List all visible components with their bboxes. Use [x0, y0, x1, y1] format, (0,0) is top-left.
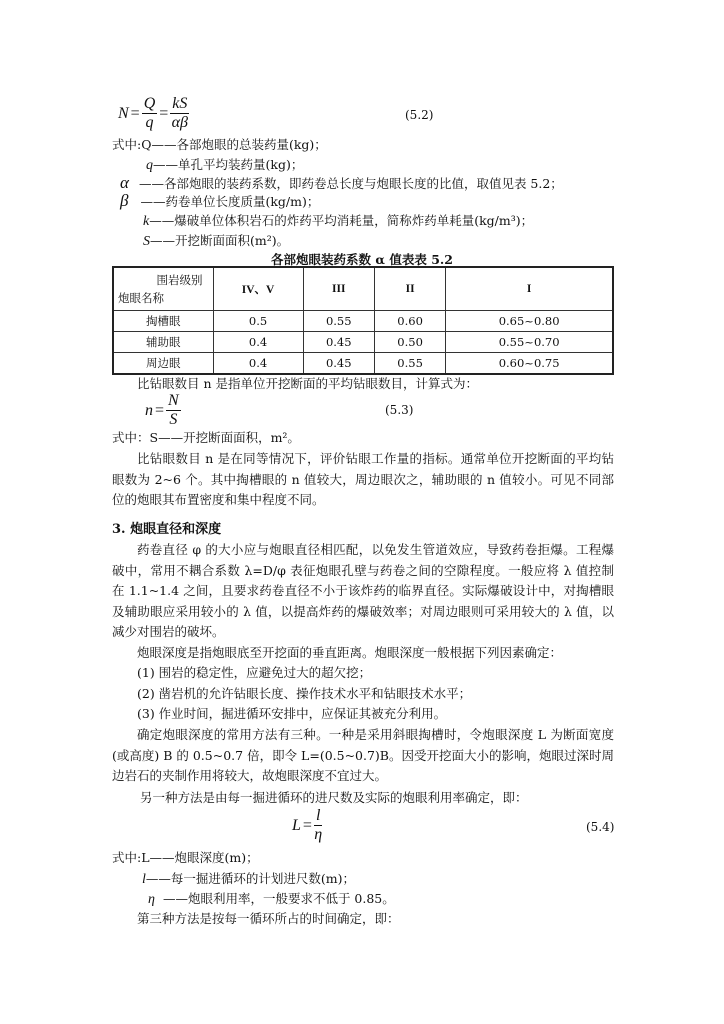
table-cell: 0.45	[303, 332, 374, 353]
definition-line	[112, 849, 259, 867]
definition-line	[143, 212, 533, 231]
definition-line	[112, 136, 327, 154]
definition-line	[143, 232, 289, 251]
paragraph-line: 比钻眼数目 n 是指单位开挖断面的平均钻眼数目，计算式为：	[137, 376, 478, 391]
definition-line	[120, 192, 319, 211]
table-row	[113, 311, 613, 332]
table-cell: 0.50	[374, 332, 445, 353]
paragraph: 比钻眼数目 n 是在同等情况下，评价钻眼工作量的指标。通常单位开挖断面的平均钻眼数为 2~6 个。其中掏槽眼的 n 值较大，周边眼次之，辅助眼的 n 值较小。可见不同部位的炮眼其布置密度和集中程度不同。	[112, 451, 614, 507]
equation-5-4	[292, 807, 322, 844]
table-cell: 0.45	[303, 353, 374, 375]
table-cell: 0.60~0.75	[446, 353, 613, 375]
definition: ——炮眼深度(m)；	[149, 850, 259, 865]
column-header: III	[303, 267, 374, 311]
definition: ——单孔平均装药量(kg)；	[153, 157, 304, 172]
row-label: 辅助眼	[113, 332, 213, 353]
definition-line	[142, 870, 355, 889]
denominator: η	[314, 826, 323, 843]
list-item: (3) 作业时间，掘进循环安排中，应保证其被充分利用。	[137, 706, 447, 721]
symbol: q	[146, 158, 153, 173]
list-item: (1) 围岩的稳定性，应避免过大的超欠挖；	[137, 665, 372, 680]
definition: ——开挖断面面积(m²)。	[150, 233, 290, 248]
eq-lhs: L	[292, 816, 301, 834]
symbol: S	[143, 234, 150, 249]
corner-cell	[113, 267, 213, 311]
definition: ——各部炮眼的装药系数，即药卷总长度与炮眼长度的比值，取值见表 5.2；	[138, 176, 563, 191]
paragraph: 炮眼深度是指炮眼底至开挖面的垂直距离。炮眼深度一般根据下列因素确定：	[137, 645, 563, 660]
equation-5-3	[145, 392, 181, 429]
definition-line	[148, 890, 395, 909]
corner-top-label: 围岩级别	[156, 273, 203, 287]
equation-number: (5.4)	[586, 820, 615, 834]
alpha-coefficient-table	[112, 266, 614, 375]
table-row	[113, 353, 613, 375]
eq-sign: =	[302, 816, 312, 834]
symbol: β	[120, 191, 129, 210]
equation-5-2	[118, 95, 189, 132]
table-cell: 0.55~0.70	[446, 332, 613, 353]
column-header: II	[374, 267, 445, 311]
column-header: IV、V	[213, 267, 303, 311]
table-cell: 0.5	[213, 311, 303, 332]
definition: ——每一掘进循环的计划进尺数(m)；	[145, 871, 355, 886]
table-row	[113, 332, 613, 353]
symbol: k	[143, 214, 150, 229]
fraction	[314, 807, 322, 844]
paragraph-line: 第三种方法是按每一循环所占的时间确定，即：	[137, 911, 400, 926]
symbol: 式中:L	[112, 850, 150, 865]
equation-number: (5.2)	[405, 108, 434, 122]
table-cell: 0.65~0.80	[446, 311, 613, 332]
eq-lhs: n	[145, 401, 153, 419]
eq-sign: =	[130, 104, 140, 122]
definition-line: 式中：S——开挖断面面积，m²。	[112, 430, 300, 445]
table-cell: 0.4	[213, 353, 303, 375]
definition: ——爆破单位体积岩石的炸药平均消耗量，简称炸药单耗量(kg/m³)；	[149, 213, 534, 228]
numerator: Q	[143, 95, 156, 112]
denominator: q	[145, 114, 154, 131]
definition: ——药卷单位长度质量(kg/m)；	[140, 194, 320, 209]
equation-number: (5.3)	[385, 403, 414, 417]
eq-sign: =	[159, 104, 169, 122]
table-header-row	[113, 267, 613, 311]
denominator: S	[169, 411, 178, 428]
eq-sign: =	[155, 401, 165, 419]
definition-line	[146, 156, 303, 175]
numerator: N	[168, 392, 179, 409]
table-cell: 0.60	[374, 311, 445, 332]
definition: ——各部炮眼的总装药量(kg)；	[151, 137, 327, 152]
corner-bottom-label: 炮眼名称	[118, 291, 164, 305]
section-heading: 3. 炮眼直径和深度	[112, 522, 222, 537]
symbol: 式中:Q	[112, 137, 152, 152]
paragraph: 确定炮眼深度的常用方法有三种。一种是采用斜眼掏槽时，令炮眼深度 L 为断面宽度(或高度) B 的 0.5~0.7 倍，即令 L=(0.5~0.7)B。因受开挖面大小的影响，炮眼过深时周边岩石的夹制作用将较大，故炮眼深度不宜过大。	[112, 727, 614, 783]
fraction	[170, 95, 189, 132]
numerator: l	[315, 807, 321, 824]
table-cell: 0.55	[374, 353, 445, 375]
symbol: η	[148, 892, 155, 907]
symbol: α	[120, 173, 129, 192]
fraction	[166, 392, 181, 429]
eq-lhs: N	[118, 104, 129, 122]
column-header: I	[446, 267, 613, 311]
paragraph-line: 另一种方法是由每一掘进循环的进尺数及实际的炮眼利用率确定，即：	[140, 790, 528, 805]
definition-line	[120, 174, 563, 193]
paragraph: 药卷直径 φ 的大小应与炮眼直径相匹配，以免发生管道效应，导致药卷拒爆。工程爆破中，常用不耦合系数 λ=D/φ 表征炮眼孔壁与药卷之间的空隙程度。一般应将 λ 值控制在 1.1~1.4 之间，且要求药卷直径不小于该炸药的临界直径。实际爆破设计中，对掏槽眼及辅助眼应采用较小的 λ 值，以提高炸药的爆破效率；对周边眼则可采用较大的 λ 值，以减少对围岩的破坏。	[112, 542, 614, 639]
list-item: (2) 凿岩机的允许钻眼长度、操作技术水平和钻眼技术水平；	[137, 686, 472, 701]
definition: ——炮眼利用率，一般要求不低于 0.85。	[162, 891, 395, 906]
symbol: l	[142, 872, 146, 887]
denominator: αβ	[171, 114, 189, 131]
table-title: 各部炮眼装药系数 α 值表表 5.2	[271, 252, 453, 267]
row-label: 掏槽眼	[113, 311, 213, 332]
numerator: kS	[172, 95, 188, 112]
row-label: 周边眼	[113, 353, 213, 375]
fraction	[142, 95, 158, 132]
table-cell: 0.4	[213, 332, 303, 353]
table-cell: 0.55	[303, 311, 374, 332]
